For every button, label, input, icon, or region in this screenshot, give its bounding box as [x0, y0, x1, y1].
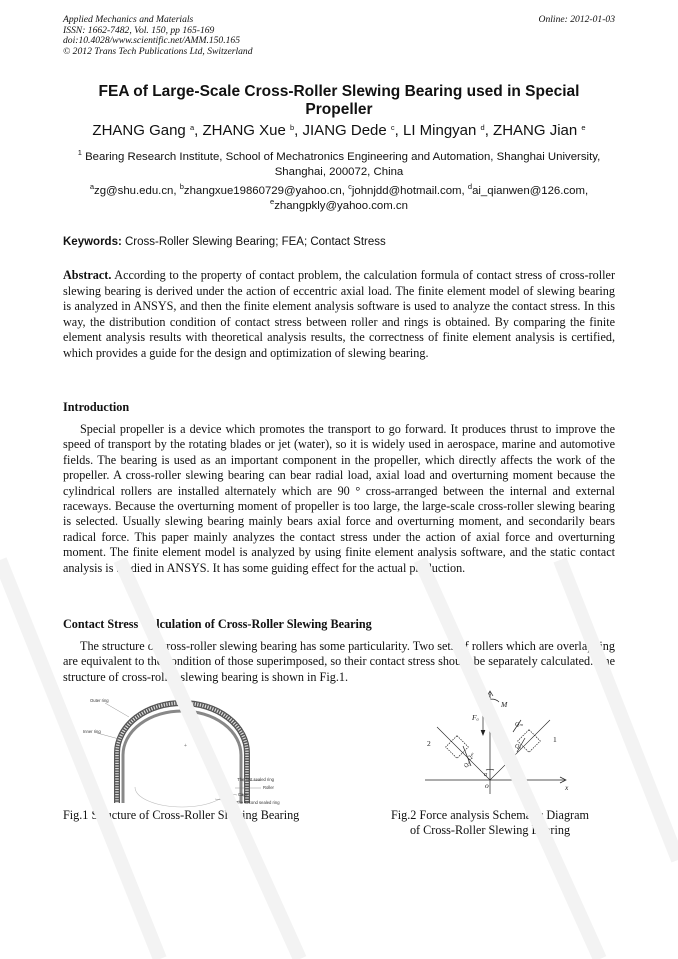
section-heading-introduction: Introduction — [63, 400, 130, 414]
center-mark: + — [184, 743, 187, 749]
qm-label: Qₘ — [515, 722, 524, 728]
roller-1-label: 1 — [553, 735, 557, 744]
figure-2-force-diagram — [415, 690, 575, 800]
inner-ring — [123, 711, 241, 803]
email[interactable]: $^e$zhangpkly@yahoo.com.cn — [270, 196, 408, 212]
journal-header — [63, 15, 423, 57]
author: ZHANG Xue $^b$, — [202, 122, 303, 139]
abstract — [63, 268, 615, 362]
online-date: Online: 2012-01-03 — [538, 14, 615, 25]
second-sealed-ring-label: The second sealed ring — [236, 800, 280, 805]
issn: ISSN: 1662-7482, Vol. 150, pp 165-169 — [63, 24, 215, 36]
abstract-text: According to the property of contact problem, the calculation formula of contact stress of cross-roller slewing bearing is derived under the action of eccentric axial load. The finite element model of slewing bearing is analyzed in ANSYS, and then the finite element analysis software is used to analyze the contact stress. In this way, the distribution condition of contact stress between roller and rings is obtained. By comparing the finite element analysis results with theoretical analysis results, the correctness of finite element analysis is certified, which provides a guide for the design and optimization of slewing bearing. — [63, 268, 615, 360]
copyright: © 2012 Trans Tech Publications Ltd, Switzerland — [63, 45, 253, 57]
email[interactable]: $^b$zhangxue19860729@yahoo.cn, — [179, 182, 349, 197]
roller-2-label: 2 — [427, 739, 431, 748]
cage-label: Cage — [238, 792, 249, 797]
z-label: z — [488, 691, 491, 700]
contact-stress-paragraph: The structure of cross-roller slewing bearing has some particularity. Two sets of rollers which are overlapping are equivalent to the condition of those superimposed, so their contact stress should be separately calculated. The structure of cross-roller slewing bearing is shown in Fig.1. — [63, 639, 615, 684]
roller-label: Roller — [263, 785, 274, 790]
inner-ring-label: Inner ring — [83, 729, 101, 734]
first-sealed-ring-label: The first sealed ring — [237, 777, 274, 782]
outer-ring-label: Outer ring — [90, 698, 109, 703]
abstract-label: Abstract. — [63, 268, 112, 282]
alpha-label: α — [484, 772, 488, 778]
email[interactable]: $^a$zg@shu.edu.cn, — [89, 182, 180, 197]
qa-label: Qₐ — [515, 744, 522, 750]
section-heading-contact-stress: Contact Stress Calculation of Cross-Roller Slewing Bearing — [63, 617, 372, 631]
introduction-paragraph: Special propeller is a device which promotes the transport to go forward. It produces thrust to improve the speed of transport by the rotating blades or jet (water), so it is widely used in aerospace, marine and automotive fields. The bearing is used as an important component in the propeller, which directly affects the work of the propeller. A cross-roller slewing bearing can bear radial load, axial load and overturning moment because the cylindrical rollers are installed alternately which are 90 ° cross-arranged between the internal and external raceways. Because the overturning moment of propeller is too large, the large-scale cross-roller slewing bearing is selected. Usually slewing bearing mainly bears axial force and overturning moment, and secondarily bears radical force. This paper mainly analyzes the contact stress under the action of axial force and overturning moment. The finite element model is analyzed by using finite element analysis software, and the static contact analysis is studied in ANSYS. It has some guiding effect for the actual production. — [63, 422, 615, 575]
author-list — [63, 122, 615, 140]
origin-label: o — [485, 781, 489, 790]
fa-label: Fₐ — [472, 713, 479, 722]
doi: doi:10.4028/www.scientific.net/AMM.150.165 — [63, 35, 241, 47]
keywords-text: Cross-Roller Slewing Bearing; FEA; Contact Stress — [125, 236, 386, 248]
email-list — [63, 184, 615, 213]
figure-1-caption: Fig.1 Structure of Cross-Roller Slewing Bearing — [63, 808, 300, 822]
paper-title: FEA of Large-Scale Cross-Roller Slewing Bearing used in Special Propeller — [98, 83, 580, 118]
affiliation: $^1$ Bearing Research Institute, School of Mechatronics Engineering and Automation, Shanghai University, Shanghai, 200072, China — [77, 148, 601, 178]
author: ZHANG Jian $^e$ — [493, 122, 586, 139]
figure-2-caption: Fig.2 Force analysis Schematic Diagram of Cross-Roller Slewing Bearing — [391, 808, 589, 837]
email[interactable]: $^c$johnjdd@hotmail.com, — [348, 182, 468, 197]
figure-1-bearing-drawing — [75, 687, 280, 805]
keywords-label: Keywords: — [63, 236, 122, 248]
x-label: x — [565, 783, 569, 792]
author: ZHANG Gang $^a$, — [92, 122, 203, 139]
email[interactable]: $^d$ai_qianwen@126.com, — [467, 182, 589, 197]
keywords — [63, 235, 615, 249]
author: LI Mingyan $^d$, — [402, 122, 494, 139]
qa-qm-label: Qₐ-Qₘ — [463, 751, 476, 769]
moment-label: M — [501, 700, 508, 709]
journal-name: Applied Mechanics and Materials — [63, 14, 194, 25]
author: JIANG Dede $^c$, — [302, 122, 403, 139]
